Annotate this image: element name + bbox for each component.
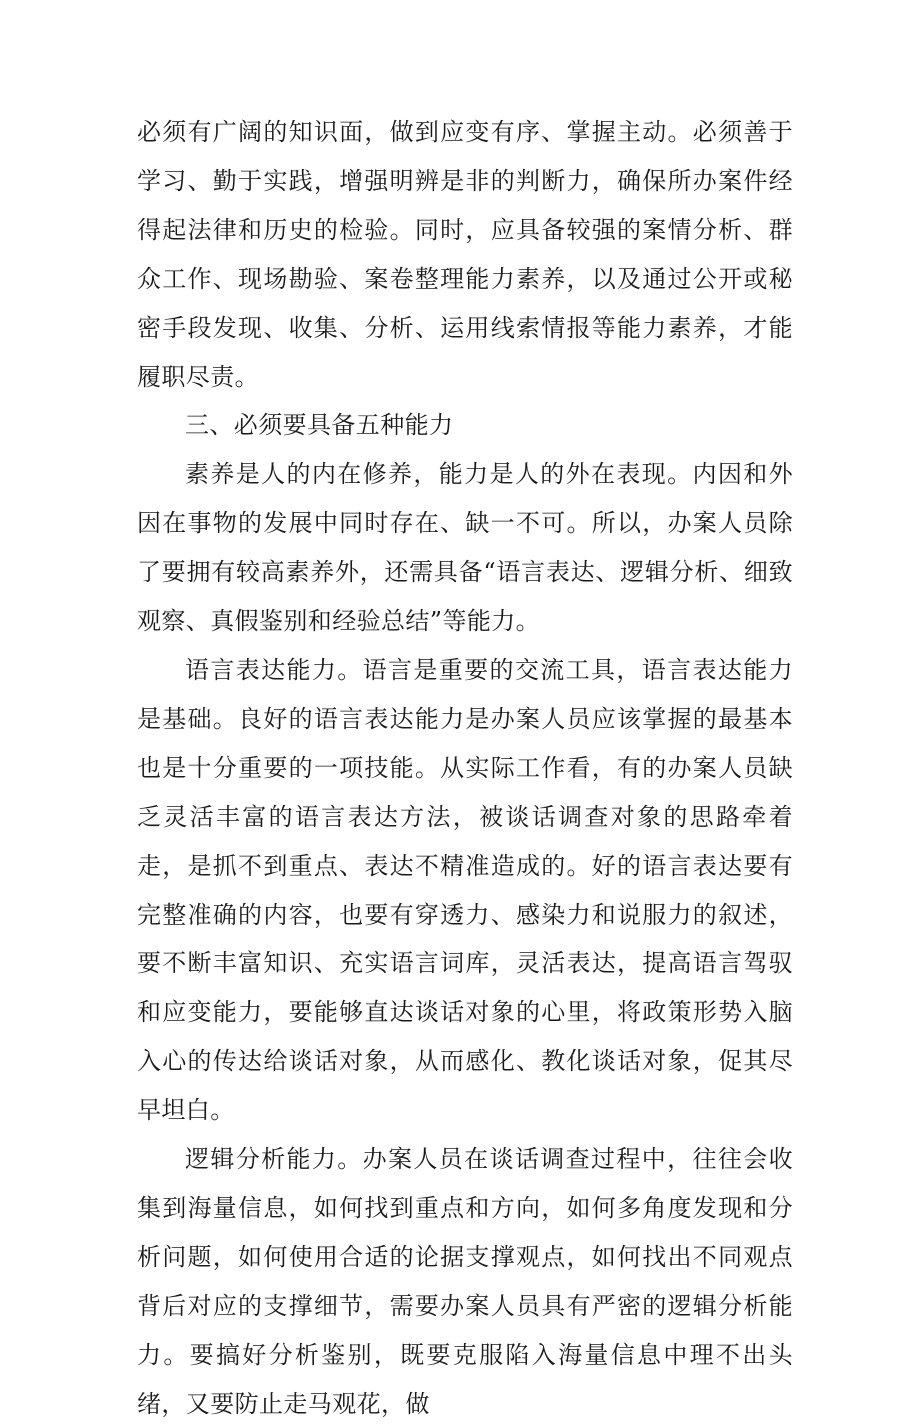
paragraph-language-expression: 语言表达能力。语言是重要的交流工具，语言表达能力是基础。良好的语言表达能力是办案人员应该掌握的最基本也是十分重要的一项技能。从实际工作看，有的办案人员缺乏灵活丰富的语言表达方法，被谈话调查对象的思路牵着走，是抓不到重点、表达不精准造成的。好的语言表达要有完整准确的内容，也要有穿透力、感染力和说服力的叙述，要不断丰富知识、充实语言词库，灵活表达，提高语言驾驭和应变能力，要能够直达谈话对象的心里，将政策形势入脑入心的传达给谈话对象，从而感化、教化谈话对象，促其尽早坦白。 xyxy=(137,655,793,1125)
paragraph-quality-and-ability: 素养是人的内在修养，能力是人的外在表现。内因和外因在事物的发展中同时存在、缺一不可。所以，办案人员除了要拥有较高素养外，还需具备“语言表达、逻辑分析、细致观察、真假鉴别和经验总结”等能力。 xyxy=(137,460,793,636)
document-body xyxy=(137,108,793,1428)
paragraph-knowledge-requirements: 必须有广阔的知识面，做到应变有序、掌握主动。必须善于学习、勤于实践，增强明辨是非的判断力，确保所办案件经得起法律和历史的检验。同时，应具备较强的案情分析、群众工作、现场勘验、案卷整理能力素养，以及通过公开或秘密手段发现、收集、分析、运用线索情报等能力素养，才能履职尽责。 xyxy=(137,118,793,391)
paragraph-logical-analysis: 逻辑分析能力。办案人员在谈话调查过程中，往往会收集到海量信息，如何找到重点和方向，如何多角度发现和分析问题，如何使用合适的论据支撑观点，如何找出不同观点背后对应的支撑细节，需要办案人员具有严密的逻辑分析能力。要搞好分析鉴别，既要克服陷入海量信息中理不出头绪，又要防止走马观花，做 xyxy=(137,1145,793,1418)
section-heading-five-abilities: 三、必须要具备五种能力 xyxy=(185,411,454,440)
